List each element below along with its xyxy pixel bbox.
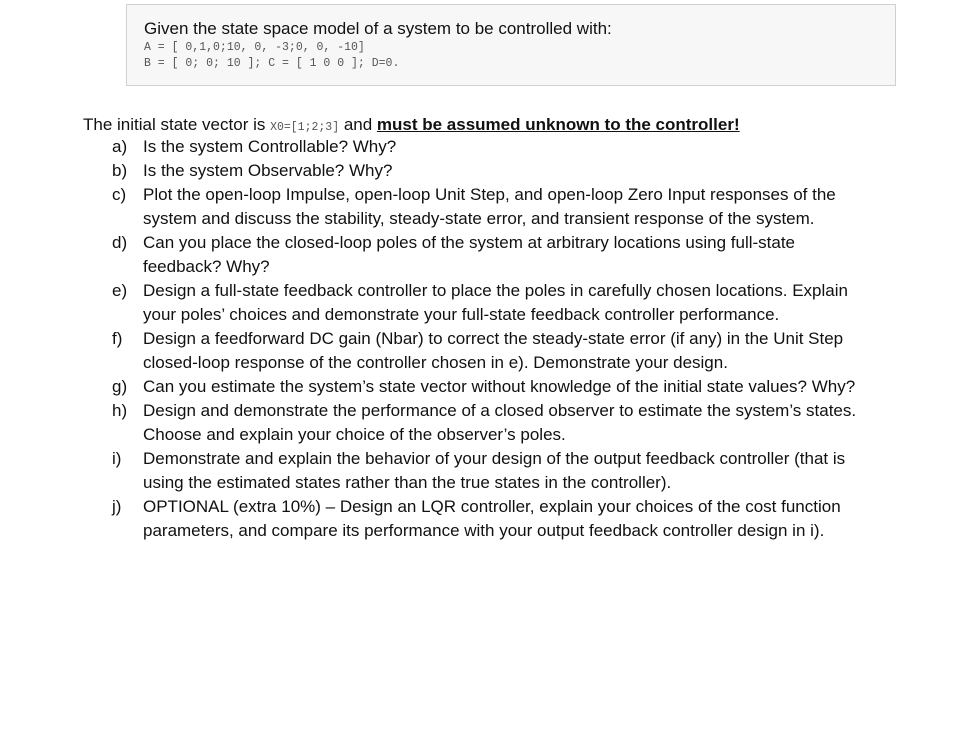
question-text: Design a feedforward DC gain (Nbar) to correct the steady-state error (if any) in the Unit Step closed-loop response of the controller chosen in e). Demonstrate your design. xyxy=(143,329,844,372)
question-text: Is the system Observable? Why? xyxy=(143,161,393,180)
question-item xyxy=(0,135,868,159)
question-label: j) xyxy=(112,497,122,516)
matrix-a-line: A = [ 0,1,0;10, 0, -3;0, 0, -10] xyxy=(144,41,365,54)
question-text: Design and demonstrate the performance of a closed observer to estimate the system’s states. Choose and explain your choice of the observer’s poles. xyxy=(143,401,857,444)
question-label: a) xyxy=(112,137,128,156)
question-label: e) xyxy=(112,281,128,300)
question-text: Demonstrate and explain the behavior of your design of the output feedback controller (that is using the estimated states rather than the true states in the controller). xyxy=(143,449,846,492)
question-label: b) xyxy=(112,161,128,180)
question-text: Can you place the closed-loop poles of the system at arbitrary locations using full-state feedback? Why? xyxy=(143,233,796,276)
question-item xyxy=(0,447,868,495)
question-text: Plot the open-loop Impulse, open-loop Unit Step, and open-loop Zero Input responses of the system and discuss the stability, steady-state error, and transient response of the system. xyxy=(143,185,836,228)
matrix-bcd-line: B = [ 0; 0; 10 ]; C = [ 1 0 0 ]; D=0. xyxy=(144,57,400,70)
state-space-model-box xyxy=(126,4,896,86)
question-list xyxy=(0,135,966,543)
question-label: d) xyxy=(112,233,128,252)
question-item xyxy=(0,399,868,447)
question-label: g) xyxy=(112,377,128,396)
unknown-state-warning: must be assumed unknown to the controller! xyxy=(376,115,740,134)
question-label: f) xyxy=(112,329,123,348)
question-item xyxy=(0,327,868,375)
question-text: OPTIONAL (extra 10%) – Design an LQR controller, explain your choices of the cost function parameters, and compare its performance with your output feedback controller design in i). xyxy=(143,497,841,540)
question-label: c) xyxy=(112,185,127,204)
question-text: Can you estimate the system’s state vector without knowledge of the initial state values? Why? xyxy=(143,377,856,396)
question-text: Is the system Controllable? Why? xyxy=(143,137,397,156)
question-item xyxy=(0,279,868,327)
question-text: Design a full-state feedback controller to place the poles in carefully chosen locations. Explain your poles’ choices and demonstrate your full-state feedback controller performance. xyxy=(143,281,848,324)
initial-state-vector: X0=[1;2;3] xyxy=(270,121,340,134)
question-item xyxy=(0,495,868,543)
intro-middle: and xyxy=(339,115,377,134)
question-item xyxy=(0,231,868,279)
question-item xyxy=(0,159,868,183)
intro-prefix: The initial state vector is xyxy=(83,115,271,134)
model-title: Given the state space model of a system to be controlled with: xyxy=(144,19,612,38)
question-label: h) xyxy=(112,401,128,420)
question-label: i) xyxy=(112,449,122,468)
question-item xyxy=(0,183,868,231)
question-item xyxy=(0,375,868,399)
